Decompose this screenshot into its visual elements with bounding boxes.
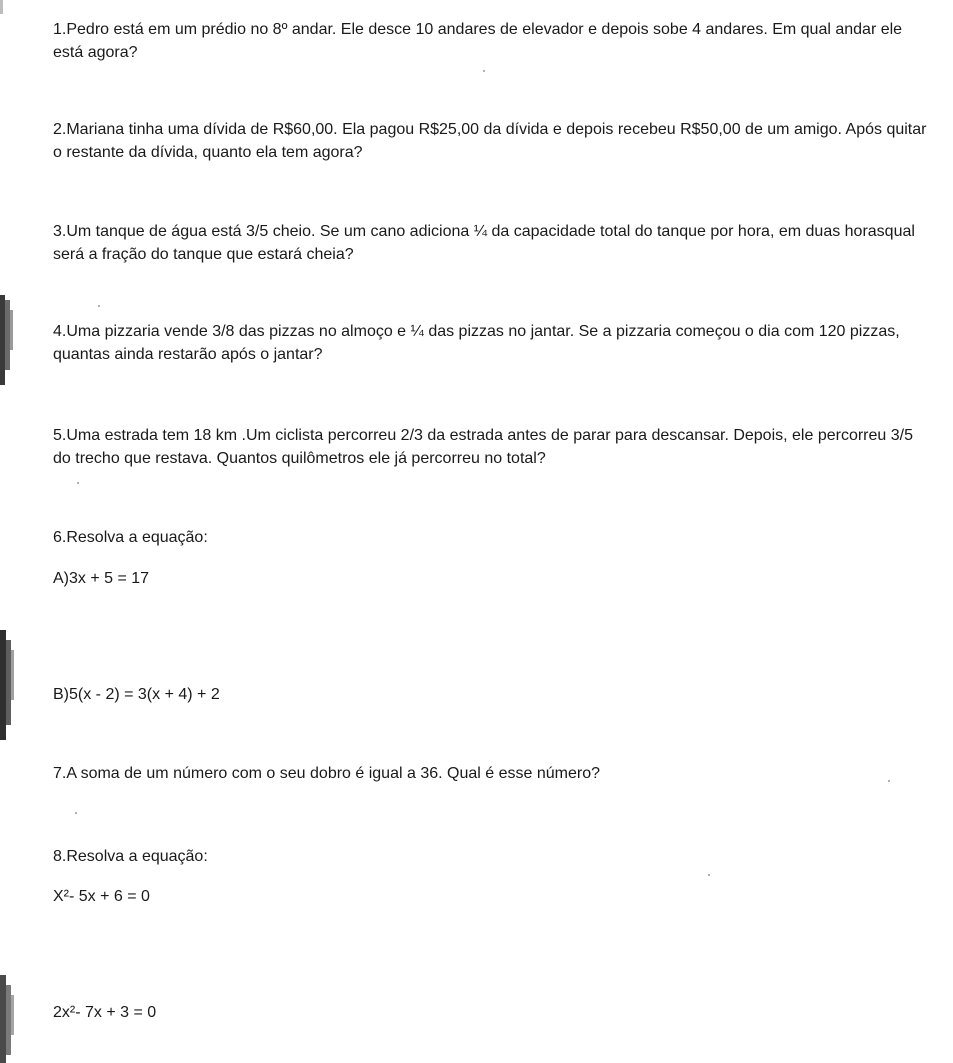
scan-speck	[888, 780, 890, 782]
question-1: 1.Pedro está em um prédio no 8º andar. Ele desce 10 andares de elevador e depois sobe 4 andares. Em qual andar ele está agora?	[53, 21, 903, 61]
question-8-item-b: 2x²- 7x + 3 = 0	[53, 1004, 157, 1021]
scan-speck	[483, 70, 485, 72]
question-7: 7.A soma de um número com o seu dobro é igual a 36. Qual é esse número?	[53, 765, 600, 782]
question-8: 8.Resolva a equação:	[53, 848, 208, 865]
question-4: 4.Uma pizzaria vende 3/8 das pizzas no almoço e ¼ das pizzas no jantar. Se a pizzaria começou o dia com 120 pizzas, quantas ainda restarão após o jantar?	[53, 323, 900, 363]
question-5: 5.Uma estrada tem 18 km .Um ciclista percorreu 2/3 da estrada antes de parar para descansar. Depois, ele percorreu 3/5 do trecho que restava. Quantos quilômetros ele já percorreu no total?	[53, 427, 913, 467]
scan-speck	[75, 812, 77, 814]
question-8-item-a: X²- 5x + 6 = 0	[53, 888, 150, 905]
question-6: 6.Resolva a equação:	[53, 529, 208, 546]
scan-edge-noise	[0, 0, 14, 1063]
question-6-item-b: B)5(x - 2) = 3(x + 4) + 2	[53, 686, 220, 703]
question-2: 2.Mariana tinha uma dívida de R$60,00. Ela pagou R$25,00 da dívida e depois recebeu R$50,00 de um amigo. Após quitar o restante da dívida, quanto ela tem agora?	[53, 121, 927, 161]
scan-speck	[708, 874, 710, 876]
question-6-item-a: A)3x + 5 = 17	[53, 570, 150, 587]
question-3: 3.Um tanque de água está 3/5 cheio. Se um cano adiciona ¼ da capacidade total do tanque por hora, em duas horasqual será a fração do tanque que estará cheia?	[53, 223, 915, 263]
scan-speck	[98, 305, 100, 307]
scan-speck	[77, 482, 79, 484]
